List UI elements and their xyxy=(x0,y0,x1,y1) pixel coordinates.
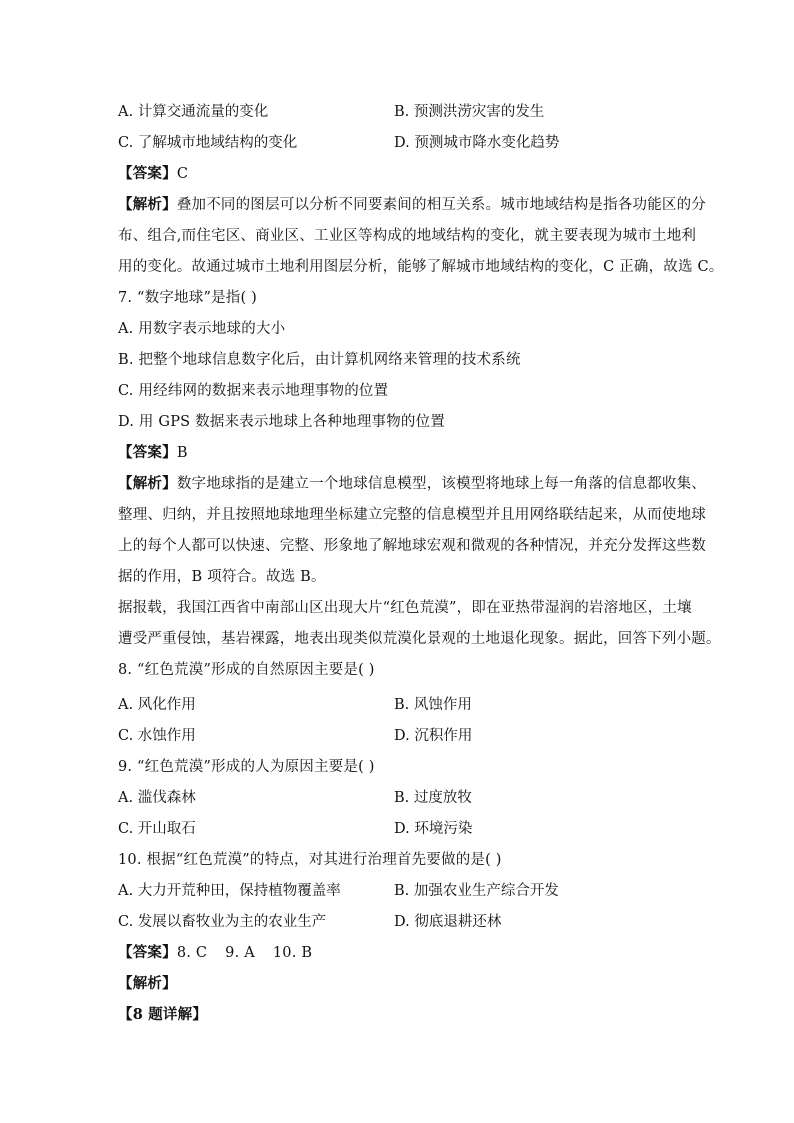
q6-answer xyxy=(118,164,188,184)
q8-option-d: D. 沉积作用 xyxy=(394,728,473,744)
q10-option-d: D. 彻底退耕还林 xyxy=(394,914,502,930)
q7-option-b: B. 把整个地球信息数字化后，由计算机网络来管理的技术系统 xyxy=(118,352,521,368)
q8-detail-tag: 【8 题详解】 xyxy=(118,1006,208,1023)
answer-value: C xyxy=(176,166,189,182)
q6-option-d: D. 预测城市降水变化趋势 xyxy=(394,135,560,151)
q9-option-d: D. 环境污染 xyxy=(394,821,473,837)
analysis-tag: 【解析】 xyxy=(118,475,177,492)
q9-option-b: B. 过度放牧 xyxy=(394,790,472,806)
analysis-text: 叠加不同的图层可以分析不同要素间的相互关系。城市地域结构是指各功能区的分 xyxy=(176,197,707,213)
group-analysis-tag: 【解析】 xyxy=(118,975,177,992)
q9-option-c: C. 开山取石 xyxy=(118,821,196,837)
analysis-tag: 【解析】 xyxy=(118,196,177,213)
q7-option-a: A. 用数字表示地球的大小 xyxy=(118,321,286,337)
q6-option-b: B. 预测洪涝灾害的发生 xyxy=(394,104,545,120)
answer-q8: 8. C xyxy=(176,945,208,961)
answer-value: B xyxy=(176,445,188,461)
group-answer xyxy=(118,943,330,963)
q10-option-a: A. 大力开荒种田，保持植物覆盖率 xyxy=(118,883,341,899)
passage-line-1: 据报载，我国江西省中南部山区出现大片“红色荒漠”，即在亚热带湿润的岩溶地区，土壤 xyxy=(118,600,692,616)
q7-option-d: D. 用 GPS 数据来表示地球上各种地理事物的位置 xyxy=(118,414,446,430)
answer-tag: 【答案】 xyxy=(118,944,177,961)
answer-q9: 9. A xyxy=(225,945,255,961)
q8-option-c: C. 水蚀作用 xyxy=(118,728,196,744)
answer-q10: 10. B xyxy=(272,945,313,961)
q8-option-b: B. 风蚀作用 xyxy=(394,697,472,713)
analysis-text: 数字地球指的是建立一个地球信息模型，该模型将地球上每一角落的信息都收集、 xyxy=(176,476,707,492)
q6-analysis-line-3: 用的变化。故通过城市土地利用图层分析，能够了解城市地域结构的变化，C 正确，故选 C。 xyxy=(118,259,724,275)
q9-option-a: A. 滥伐森林 xyxy=(118,790,196,806)
q7-option-c: C. 用经纬网的数据来表示地理事物的位置 xyxy=(118,383,389,399)
q7-analysis-line-1 xyxy=(118,474,706,494)
q7-answer xyxy=(118,443,188,463)
answer-tag: 【答案】 xyxy=(118,165,177,182)
q9-stem: 9. “红色荒漠”形成的人为原因主要是( ) xyxy=(118,759,375,775)
q10-option-b: B. 加强农业生产综合开发 xyxy=(394,883,559,899)
q8-option-a: A. 风化作用 xyxy=(118,697,196,713)
q6-analysis-line-2: 布、组合,而住宅区、商业区、工业区等构成的地域结构的变化，就主要表现为城市土地利 xyxy=(118,228,697,244)
q10-stem: 10. 根据“红色荒漠”的特点，对其进行治理首先要做的是( ) xyxy=(118,852,502,868)
passage-line-2: 遭受严重侵蚀，基岩裸露，地表出现类似荒漠化景观的土地退化现象。据此，回答下列小题。 xyxy=(118,631,721,647)
q7-analysis-line-4: 据的作用，B 项符合。故选 B。 xyxy=(118,569,326,585)
q7-analysis-line-3: 上的每个人都可以快速、完整、形象地了解地球宏观和微观的各种情况，并充分发挥这些数 xyxy=(118,538,706,554)
q10-option-c: C. 发展以畜牧业为主的农业生产 xyxy=(118,914,327,930)
q6-option-c: C. 了解城市地域结构的变化 xyxy=(118,135,298,151)
q6-option-a: A. 计算交通流量的变化 xyxy=(118,104,269,120)
answer-tag: 【答案】 xyxy=(118,444,177,461)
q7-analysis-line-2: 整理、归纳，并且按照地球地理坐标建立完整的信息模型并且用网络联结起来，从而使地球 xyxy=(118,507,706,523)
q8-stem: 8. “红色荒漠”形成的自然原因主要是( ) xyxy=(118,662,375,678)
q6-analysis-line-1 xyxy=(118,195,706,215)
q7-stem: 7. “数字地球”是指( ) xyxy=(118,290,257,306)
